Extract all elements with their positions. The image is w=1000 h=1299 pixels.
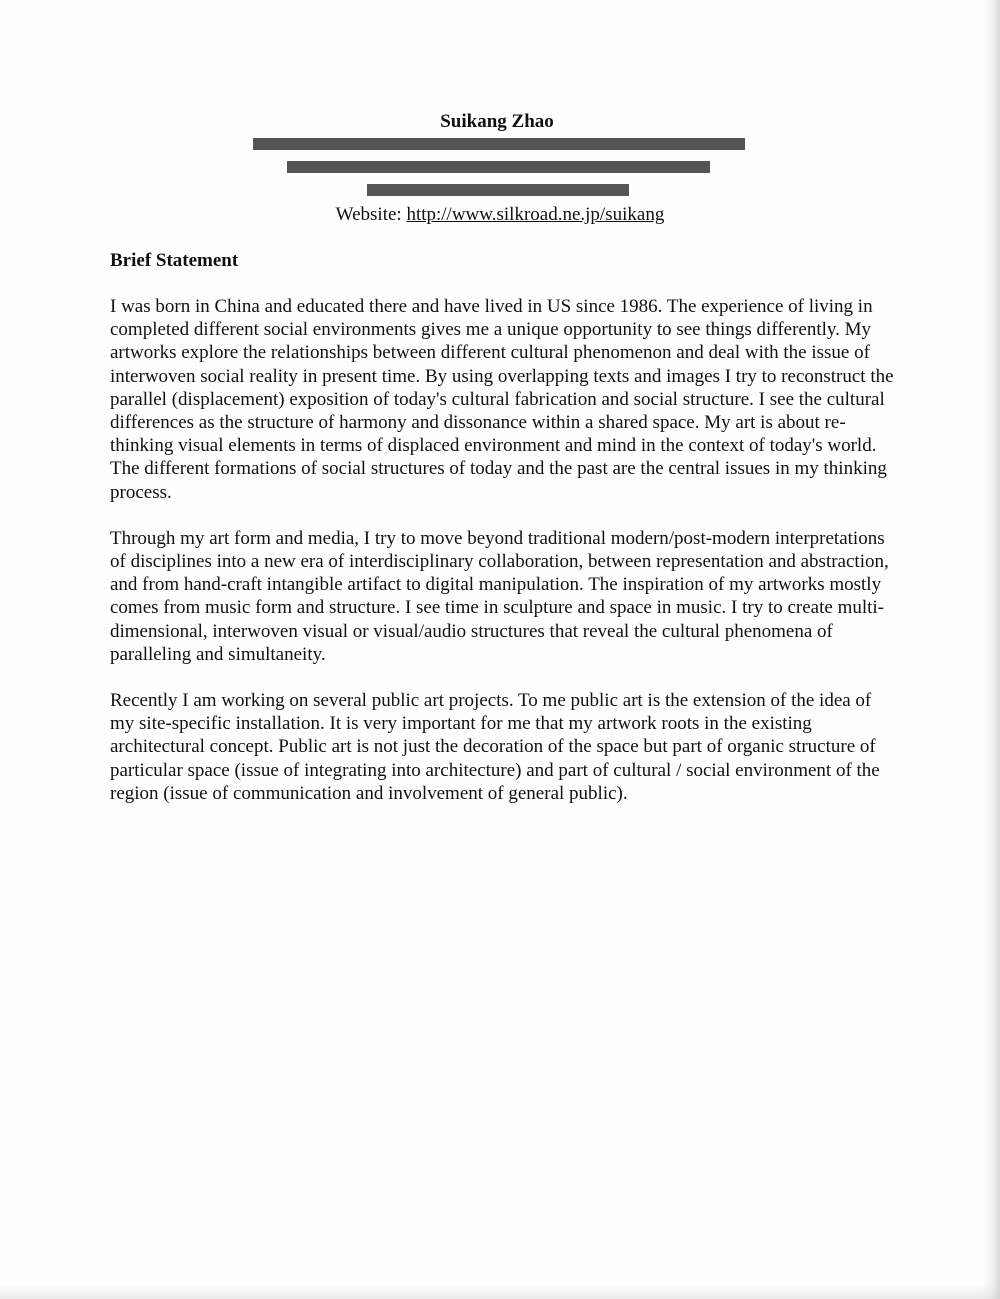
letterhead xyxy=(0,110,1000,227)
page-bottom-shadow xyxy=(0,1285,1000,1299)
paragraph-1: I was born in China and educated there and have lived in US since 1986. The experience of living in completed different social environments gives me a unique opportunity to see things differently. My artworks explore the relationships between different cultural phenomenon and deal with the issue of interwoven social reality in present time. By using overlapping texts and images I try to reconstruct the parallel (displacement) exposition of today's cultural fabrication and social structure. I see the cultural differences as the structure of harmony and dissonance within a shared space. My art is about re-thinking visual elements in terms of displaced environment and mind in the context of today's world. The different formations of social structures of today and the past are the central issues in my thinking process. xyxy=(110,296,894,503)
redacted-email-line xyxy=(0,180,1000,203)
statement-body xyxy=(110,249,900,828)
redaction-bar xyxy=(287,161,710,173)
redacted-address-line xyxy=(0,134,1000,157)
paragraph-2: Through my art form and media, I try to move beyond traditional modern/post-modern interpretations of disciplines into a new era of interdisciplinary collaboration, between representation and abstraction, and from hand-craft intangible artifact to digital manipulation. The inspiration of my artworks mostly comes from music form and structure. I see time in sculpture and space in music. I try to create multi-dimensional, interwoven visual or visual/audio structures that reveal the cultural phenomena of paralleling and simultaneity. xyxy=(110,527,889,665)
website-label: Website: xyxy=(335,204,402,225)
redacted-phone-line xyxy=(0,157,1000,180)
author-name: Suikang Zhao xyxy=(440,111,554,132)
website-link[interactable]: http://www.silkroad.ne.jp/suikang xyxy=(406,204,665,225)
redaction-bar xyxy=(253,138,745,150)
section-heading: Brief Statement xyxy=(110,250,239,271)
paragraph-3: Recently I am working on several public art projects. To me public art is the extension of the idea of my site-specific installation. It is very important for me that my artwork roots in the existing architectural concept. Public art is not just the decoration of the space but part of organic structure of particular space (issue of integrating into architecture) and part of cultural / social environment of the region (issue of communication and involvement of general public). xyxy=(110,690,880,804)
website-line xyxy=(0,203,1000,227)
redaction-bar xyxy=(367,184,629,196)
